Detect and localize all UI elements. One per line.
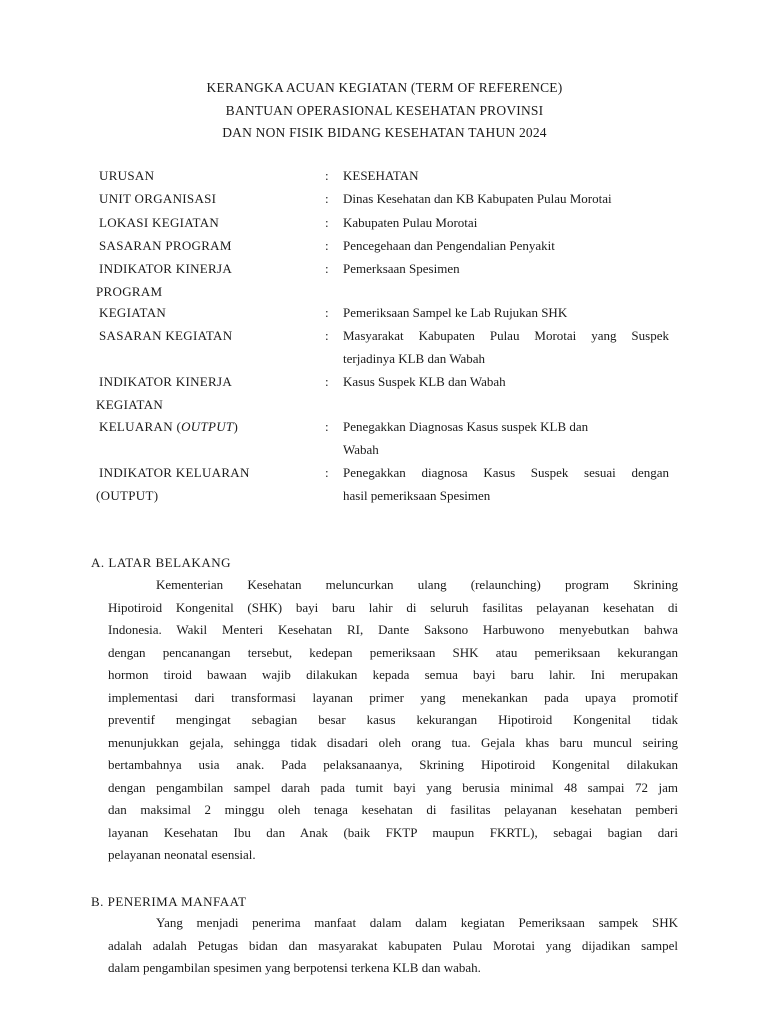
document-title: [0, 77, 768, 145]
paragraph-line: hormon tiroid bawaan wajib dilakukan kepada semua bayi baru lahir. Ini merupakan: [108, 667, 678, 682]
paragraph-line: Yang menjadi penerima manfaat dalam dalam kegiatan Pemeriksaan sampek SHK: [156, 915, 678, 930]
paragraph-line: bertambahnya usia anak. Pada pelaksanaanya, Skrining Hipotiroid Kongenital dilakukan: [108, 757, 678, 772]
field-colon: :: [325, 374, 329, 389]
field-label: INDIKATOR KELUARAN: [99, 465, 250, 480]
field-label: [99, 416, 238, 439]
field-label-text: KELUARAN (: [99, 419, 182, 434]
field-value: KESEHATAN: [343, 168, 419, 183]
field-colon: :: [325, 168, 329, 183]
title-line-3: DAN NON FISIK BIDANG KESEHATAN TAHUN 2024: [222, 125, 547, 140]
field-value: Pencegehaan dan Pengendalian Penyakit: [343, 238, 555, 253]
field-colon: :: [325, 215, 329, 230]
paragraph-line: dengan pencanangan tersebut, kedepan pemeriksaan SHK atau pemeriksaan kekurangan: [108, 644, 678, 660]
field-value: Pemerksaan Spesimen: [343, 261, 460, 276]
field-value-line-1: Penegakkan Diagnosas Kasus suspek KLB dan: [343, 419, 589, 434]
paragraph-line: Indonesia. Wakil Menteri Kesehatan RI, Dante Saksono Harbuwono menyebutkan bahwa: [108, 622, 678, 637]
field-value-line-1: Penegakkan diagnosa Kasus Suspek sesuai dengan: [343, 465, 669, 480]
field-colon: :: [325, 238, 329, 253]
field-label: LOKASI KEGIATAN: [99, 215, 220, 230]
field-value: [343, 325, 669, 370]
field-label: SASARAN KEGIATAN: [99, 328, 233, 343]
paragraph-line: preventif mengingat sebagian besar kasus kekurangan Hipotiroid Kongenital tidak: [108, 712, 678, 727]
field-colon: :: [325, 419, 329, 434]
field-colon: :: [325, 305, 329, 320]
section-a-paragraph: [108, 574, 678, 867]
field-label: INDIKATOR KINERJA: [99, 261, 233, 276]
field-value: Dinas Kesehatan dan KB Kabupaten Pulau Morotai: [343, 191, 612, 206]
field-value: [343, 462, 669, 507]
paragraph-line: menunjukkan gejala, sehingga tidak disadari oleh orang tua. Gejala khas baru muncul seiring: [108, 734, 678, 750]
field-value-line-2: hasil pemeriksaan Spesimen: [343, 487, 491, 503]
title-line-1: KERANGKA ACUAN KEGIATAN (TERM OF REFERENCE): [206, 80, 563, 95]
field-label-continued: (OUTPUT): [96, 487, 159, 503]
paragraph-line: adalah adalah Petugas bidan dan masyarakat kabupaten Pulau Morotai yang dijadikan sampel: [108, 937, 678, 953]
field-colon: :: [325, 261, 329, 276]
field-value: Pemeriksaan Sampel ke Lab Rujukan SHK: [343, 305, 568, 320]
paragraph-line: dalam pengambilan spesimen yang berpotensi terkena KLB dan wabah.: [108, 960, 481, 975]
title-line-2: BANTUAN OPERASIONAL KESEHATAN PROVINSI: [225, 102, 544, 118]
paragraph-line: layanan Kesehatan Ibu dan Anak (baik FKTP maupun FKRTL), sebagai bagian dari: [108, 824, 678, 840]
field-colon: :: [325, 191, 329, 206]
field-colon: :: [325, 328, 329, 343]
field-label: INDIKATOR KINERJA: [99, 374, 233, 389]
field-value-line-2: Wabah: [343, 441, 379, 457]
field-label: UNIT ORGANISASI: [99, 191, 217, 206]
field-label-emphasis: OUTPUT: [181, 419, 234, 434]
field-label-continued: KEGIATAN: [96, 396, 164, 412]
paragraph-line: Hipotiroid Kongenital (SHK) bayi baru lahir di seluruh fasilitas pelayanan kesehatan di: [108, 599, 678, 615]
field-value: [343, 416, 669, 461]
paragraph-line: dengan pengambilan sampel darah pada tumit bayi yang berusia minimal 48 sampai 72 jam: [108, 779, 678, 795]
field-value-line-1: Masyarakat Kabupaten Pulau Morotai yang Suspek: [343, 328, 669, 343]
field-label: URUSAN: [99, 168, 155, 183]
paragraph-line: pelayanan neonatal esensial.: [108, 847, 256, 862]
paragraph-line: implementasi dari transformasi layanan primer yang menekankan pada upaya promotif: [108, 689, 678, 705]
field-label: SASARAN PROGRAM: [99, 238, 232, 253]
section-a-heading: A. LATAR BELAKANG: [91, 555, 231, 570]
field-value: Kabupaten Pulau Morotai: [343, 215, 478, 230]
field-value-line-2: terjadinya KLB dan Wabah: [343, 350, 486, 366]
field-label-continued: PROGRAM: [96, 283, 163, 299]
section-b-heading: B. PENERIMA MANFAAT: [91, 894, 247, 909]
paragraph-line: dan maksimal 2 minggu oleh tenaga kesehatan di fasilitas pelayanan kesehatan pemberi: [108, 802, 678, 817]
paragraph-line: Kementerian Kesehatan meluncurkan ulang (relaunching) program Skrining: [156, 577, 678, 592]
field-colon: :: [325, 465, 329, 480]
section-b-paragraph: [108, 912, 678, 980]
field-label: KEGIATAN: [99, 305, 167, 320]
field-label-text-end: ): [233, 419, 239, 434]
field-value: Kasus Suspek KLB dan Wabah: [343, 374, 506, 389]
